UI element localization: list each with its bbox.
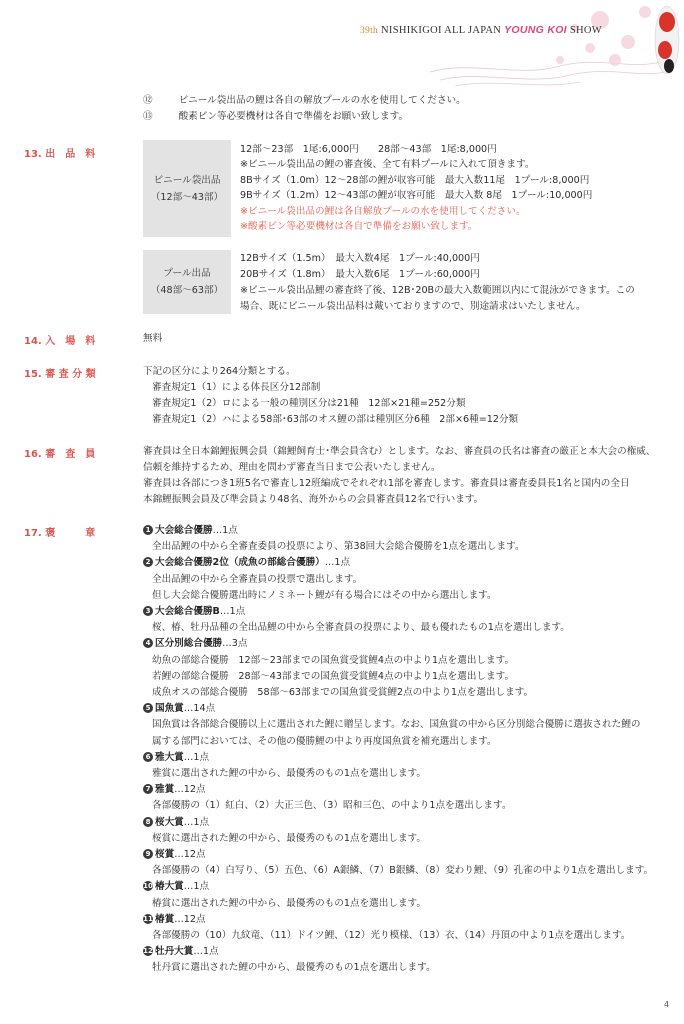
award-description: 成魚オスの部総合優勝 58部〜63部までの国魚賞受賞鯉2点の中より1点を選出します。 [152,687,534,698]
award-name: 桜賞 [155,849,175,860]
award-description: 全出品鯉の中から全審査委員の投票により、第38回大会総合優勝を1点を選出します。 [152,541,525,553]
box-pool: プール出品 （48部〜63部） [143,250,231,314]
award-name: 椿賞 [155,913,175,925]
award-number-badge: 3 [143,606,153,616]
award-title [143,815,209,831]
page-number: 4 [664,1000,670,1009]
vinyl-fee-line-2: ※ビニール袋出品の鯉の審査後、全て有料プールに入れて頂きます。 [240,159,535,170]
classification-line-3: 審査規定1（2）ロによる一般の種別区分は21種 12部×21種=252分類 [152,398,466,409]
award-title [143,636,247,652]
award-title [143,604,245,620]
award-title [143,555,350,571]
award-number-badge: 5 [143,703,153,713]
award-count: …12点 [174,913,206,925]
award-description: 桜、椿、牡丹品種の全出品鯉の中から全審査員の投票により、最も優れたもの1点を選出します。 [152,622,570,634]
award-number-badge: 12 [143,947,153,956]
award-description: 椿賞に選出された鯉の中から、最優秀のもの1点を選出します。 [152,897,426,909]
award-title [143,912,206,928]
award-title [143,523,238,539]
award-name: 大会総合優勝2位（成魚の部総合優勝） [155,557,325,569]
box-vinyl-bag: ビニール袋出品 （12部〜43部） [143,140,231,237]
award-name: 大会総合優勝B [155,606,220,617]
section-15-label: 15. 審 査 分 類 [24,369,96,380]
award-title [143,750,209,766]
award-number-badge: 2 [143,557,153,567]
pool-fee-line-2: 20Bサイズ（1.8m） 最大入数6尾 1プール:60,000円 [240,269,480,280]
award-name: 椿大賞 [155,881,184,893]
section-17-label: 17. 褒 章 [24,528,96,539]
award-number-badge: 11 [143,914,153,923]
award-description: 但し大会総合優勝選出時にノミネート鯉が有る場合にはその中から選出します。 [152,589,497,601]
award-name: 区分別総合優勝 [155,638,223,650]
award-count: …12点 [174,784,206,796]
section-16-label: 16. 審 査 員 [24,449,96,460]
award-count: …12点 [174,849,206,860]
award-number-badge: 6 [143,752,153,762]
award-number-badge: 8 [143,817,153,827]
award-number-badge: 9 [143,849,153,859]
award-description: 若鯉の部総合優勝 28部〜43部までの国魚賞受賞鯉4点の中より1点を選出します。 [152,670,515,682]
vinyl-fee-line-1: 12部〜23部 1尾:6,000円 28部〜43部 1尾:8,000円 [240,144,497,155]
award-description: 各部優勝の（1）紅白、（2）大正三色、（3）昭和三色、の中より1点を選出します。 [152,800,512,812]
award-count: …1点 [183,816,210,828]
award-name: 雅賞 [155,784,175,796]
vinyl-fee-line-3: 8Bサイズ（1.0m）12〜28部の鯉が収容可能 最大入数11尾 1プール:8,000円 [240,175,590,186]
award-description: 桜賞に選出された鯉の中から、最優秀のもの1点を選出します。 [152,832,426,844]
award-count: …3点 [222,638,248,650]
classification-line-2: 審査規定1（1）による体長区分12部制 [152,382,321,393]
section-13-label: 13. 出 品 料 [24,149,96,160]
pool-fee-line-4: 場合、既にビニール袋出品料は戴いておりますので、別途請求はいたしません。 [240,301,586,312]
award-name: 桜大賞 [155,816,184,828]
award-count: …1点 [183,751,210,763]
award-name: 牡丹大賞 [155,946,194,958]
award-count: …1点 [212,525,238,536]
award-number-badge: 4 [143,638,153,648]
pool-fee-line-3: ※ビニール袋出品鯉の審査終了後、12B･20Bの最大入数範囲以内にて混泳ができます。この [240,285,635,296]
cherry-blossom-decoration [0,0,684,90]
award-count: …1点 [324,557,351,569]
show-title: 39th NISHIKIGOI ALL JAPAN YOUNG KOI SHOW [360,24,602,36]
section-14-label: 14. 入 場 料 [24,336,96,347]
award-description: 各部優勝の（10）九紋竜、（11）ドイツ鯉、（12）光り模様、（13）衣、（14）丹頂の中より1点を選出します。 [152,930,631,941]
vinyl-fee-line-4: 9Bサイズ（1.2m）12〜43部の鯉が収容可能 最大入数 8尾 1プール:10,000円 [240,190,593,201]
award-title [143,782,206,798]
classification-line-4: 審査規定1（2）ハによる58部･63部のオス鯉の部は種別区分6種 2部×6種=12分類 [152,414,519,425]
award-title [143,847,206,863]
award-name: 雅大賞 [155,751,184,763]
judges-line-2: 信頼を維持するため、理由を問わず審査当日まで公表いたしません。 [143,462,441,473]
award-description: 国魚賞は各部総合優勝以上に選出された鯉に贈呈します。なお、国魚賞の中から区分別総合優勝に選抜された鯉の [152,719,641,731]
award-count: …1点 [219,606,246,617]
award-number-badge: 1 [143,525,153,535]
award-title [143,879,209,895]
award-number-badge: 7 [143,784,153,794]
award-name: 大会総合優勝 [155,525,213,536]
admission-text: 無料 [143,333,163,344]
award-description: 属する部門においては、その他の優勝鯉の中より再度国魚賞を補充選出します。 [152,735,497,747]
judges-line-3: 審査員は各部につき1班5名で審査し12班編成でそれぞれ1部を審査します。審査員は審査委員長1名と国内の全日 [143,478,630,489]
award-name: 国魚賞 [155,703,184,715]
intro-item-13: ⑬ 酸素ビン等必要機材は各自で準備をお願い致します。 [143,111,409,122]
award-description: 幼魚の部総合優勝 12部〜23部までの国魚賞受賞鯉4点の中より1点を選出します。 [152,654,515,666]
award-count: …1点 [183,881,210,893]
header [0,0,684,90]
vinyl-fee-note-1: ※ビニール袋出品の鯉は各自解放プールの水を使用してください。 [240,206,526,217]
pool-fee-line-1: 12Bサイズ（1.5m） 最大入数4尾 1プール:40,000円 [240,253,480,264]
award-description: 雅賞に選出された鯉の中から、最優秀のもの1点を選出します。 [152,768,426,779]
judges-line-1: 審査員は全日本錦鯉振興会員（錦鯉飼育士･準会員含む）とします。なお、審査員の氏名は審査の厳正と本大会の権威、 [143,446,656,457]
classification-line-1: 下記の区分により264分類とする。 [143,366,296,377]
intro-item-12: ⑫ ビニール袋出品の鯉は各自の解放プールの水を使用してください。 [143,95,466,106]
award-description: 各部優勝の（4）白写り、（5）五色、（6）A銀鱗、（7）B銀鱗、（8）変わり鯉、（9）孔雀の中より1点を選出します。 [152,865,654,877]
vinyl-fee-note-2: ※酸素ビン等必要機材は各自で準備をお願い致します。 [240,221,478,232]
award-description: 牡丹賞に選出された鯉の中から、最優秀のもの1点を選出します。 [152,962,436,974]
award-title [143,944,219,960]
award-title [143,701,215,717]
award-count: …14点 [183,703,216,715]
award-number-badge: 10 [143,882,153,891]
award-count: …1点 [193,946,219,958]
judges-line-4: 本錦鯉振興会員及び準会員より48名、海外からの会員審査員12名で行います。 [143,494,484,505]
award-description: 全出品鯉の中から全審査員の投票で選出します。 [152,573,363,585]
